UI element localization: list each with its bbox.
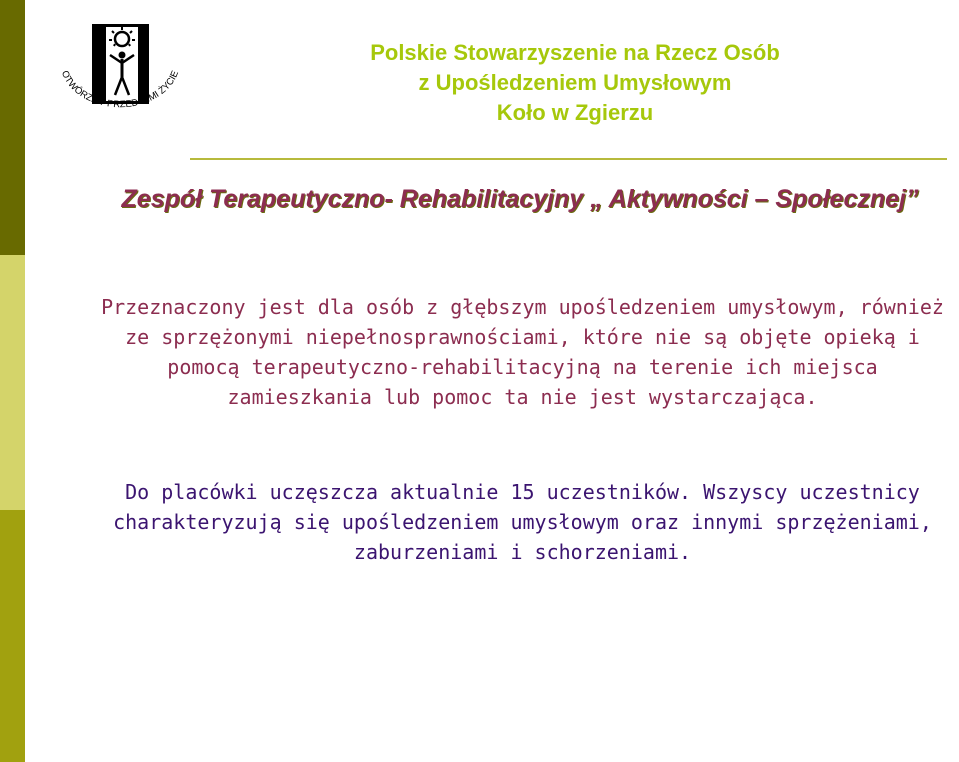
header-divider	[190, 158, 947, 160]
figure-with-sun-logo-icon	[50, 15, 185, 135]
participants-paragraph: Do placówki uczęszcza aktualnie 15 uczestników. Wszyscy uczestnicy charakteryzują się upośledzeniem umysłowym oraz innymi sprzężeniami, zaburzeniami i schorzeniami.	[113, 480, 932, 564]
organization-branch: Koło w Zgierzu	[496, 100, 654, 125]
organization-logo	[50, 15, 185, 135]
description-paragraph: Przeznaczony jest dla osób z głębszym upośledzeniem umysłowym, również ze sprzężonymi niepełnosprawnościami, które nie są objęte opieką i pomocą terapeutyczno-rehabilitacyjną na terenie ich miejsca zamieszkania lub pomoc ta nie jest wystarczająca.	[101, 295, 944, 409]
sidebar-strip-top	[0, 0, 25, 255]
sidebar-strip-middle	[0, 255, 25, 510]
organization-name-line-1: Polskie Stowarzyszenie na Rzecz Osób	[370, 40, 780, 65]
organization-name-line-2: z Upośledzeniem Umysłowym	[418, 70, 732, 95]
section-title: Zespół Terapeutyczno- Rehabilitacyjny „ Aktywności – Społecznej”	[121, 185, 919, 213]
sidebar-strip-bottom	[0, 510, 25, 762]
logo-arc-text: OTWÓRZMY PRZED NIMI ŻYCIE	[58, 69, 182, 111]
